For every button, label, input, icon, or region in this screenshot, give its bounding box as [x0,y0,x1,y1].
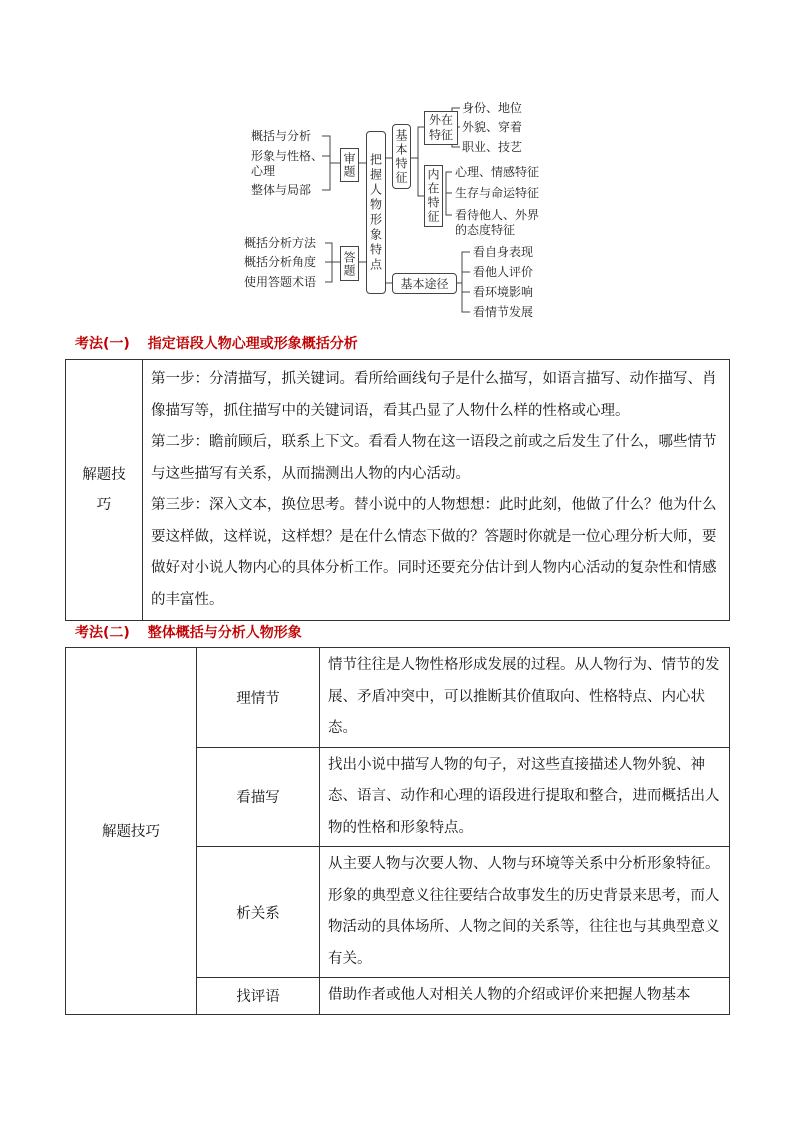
section1-content [143,360,730,621]
tujing-item-3: 看环境影响 [473,285,534,299]
section1-title: 指定语段人物心理或形象概括分析 [147,336,358,352]
step-3 [151,490,721,616]
row-name-4: 找评语 [197,978,320,1015]
neizai-item-2: 生存与命运特征 [455,186,540,200]
waizai-item-2: 外貌、穿着 [462,120,523,134]
section1-row-label [66,360,143,621]
jiben-tezheng-box: 基本特征 [392,124,411,189]
step-3-text: 替小说中的人物想想：此时此刻，他做了什么？他为什么要这样做，这样说，这样想？是在什么情态下做的？答题时你就是一位心理分析大师，要做好对小说人物内心的具体分析工作。同时还要充分估计到人物内心活动的复杂性和情感的丰富性。 [151,497,717,608]
row-text-2: 找出小说中描写人物的句子，对这些直接描述人物外貌、神态、语言、动作和心理的语段进行提取和整合，进而概括出人物的性格和形象特点。 [320,747,730,847]
section2-heading [75,622,302,642]
step-3-title: 第三步：深入文本，换位思考。 [151,497,354,513]
section1-row-label-line1: 解题技 [82,467,126,483]
section2-label: 考法(二) [75,625,130,641]
waizai-label: 外在特征 [428,113,453,142]
step-2 [151,427,721,490]
section1-heading [75,333,358,353]
step-1 [151,364,721,427]
neizai-box: 内在特征 [424,165,443,227]
step-1-text: 看所给画线句子是什么描写，如语言描写、动作描写、肖像描写等，抓住描写中的关键词语，看其凸显了人物什么样的性格或心理。 [151,371,717,419]
section1-row-label-line2: 巧 [96,497,112,513]
section2-row-label: 解题技巧 [66,648,197,1015]
left-item-6: 概括分析角度 [244,255,317,269]
step-2-title: 第二步：瞻前顾后，联系上下文。 [151,434,369,450]
left-item-4: 整体与局部 [251,183,312,197]
section2-table [65,647,730,1015]
left-item-2: 形象与性格、 [251,149,324,163]
row-text-4: 借助作者或他人对相关人物的介绍或评价来把握人物基本 [320,978,730,1015]
left-item-3: 心理 [251,164,276,178]
dati-box: 答题 [340,246,359,281]
jiben-tujing-box: 基本途径 [392,273,457,294]
step-1-title: 第一步：分清描写，抓关键词。 [151,371,354,387]
row-text-1: 情节往往是人物性格形成发展的过程。从人物行为、情节的发展、矛盾冲突中，可以推断其价值取向、性格特点、内心状态。 [320,648,730,748]
waizai-item-3: 职业、技艺 [462,140,523,154]
section1-label: 考法(一) [75,336,130,352]
neizai-item-4: 的态度特征 [455,223,516,237]
row-name-2: 看描写 [197,747,320,847]
section2-title: 整体概括与分析人物形象 [147,625,302,641]
step-2-text: 看看人物在这一语段之前或之后发生了什么，哪些情节与这些描写有关系，从而揣测出人物的内心活动。 [151,434,717,482]
row-name-1: 理情节 [197,648,320,748]
left-item-7: 使用答题术语 [244,275,317,289]
left-item-1: 概括与分析 [251,129,312,143]
tujing-item-1: 看自身表现 [473,245,534,259]
tujing-item-2: 看他人评价 [473,265,534,279]
shenti-box: 审题 [340,148,359,182]
neizai-item-1: 心理、情感特征 [455,165,540,179]
neizai-item-3: 看待他人、外界 [455,208,540,222]
waizai-item-1: 身份、地位 [462,101,523,115]
waizai-box [424,111,458,145]
left-item-5: 概括分析方法 [244,236,317,250]
section1-table [65,359,730,621]
center-box: 把握人物形象特点 [366,131,386,294]
row-name-3: 析关系 [197,847,320,978]
row-text-3: 从主要人物与次要人物、人物与环境等关系中分析形象特征。形象的典型意义往往要结合故事发生的历史背景来思考，而人物活动的具体场所、人物之间的关系等，往往也与其典型意义有关。 [320,847,730,978]
tujing-item-4: 看情节发展 [473,305,534,319]
